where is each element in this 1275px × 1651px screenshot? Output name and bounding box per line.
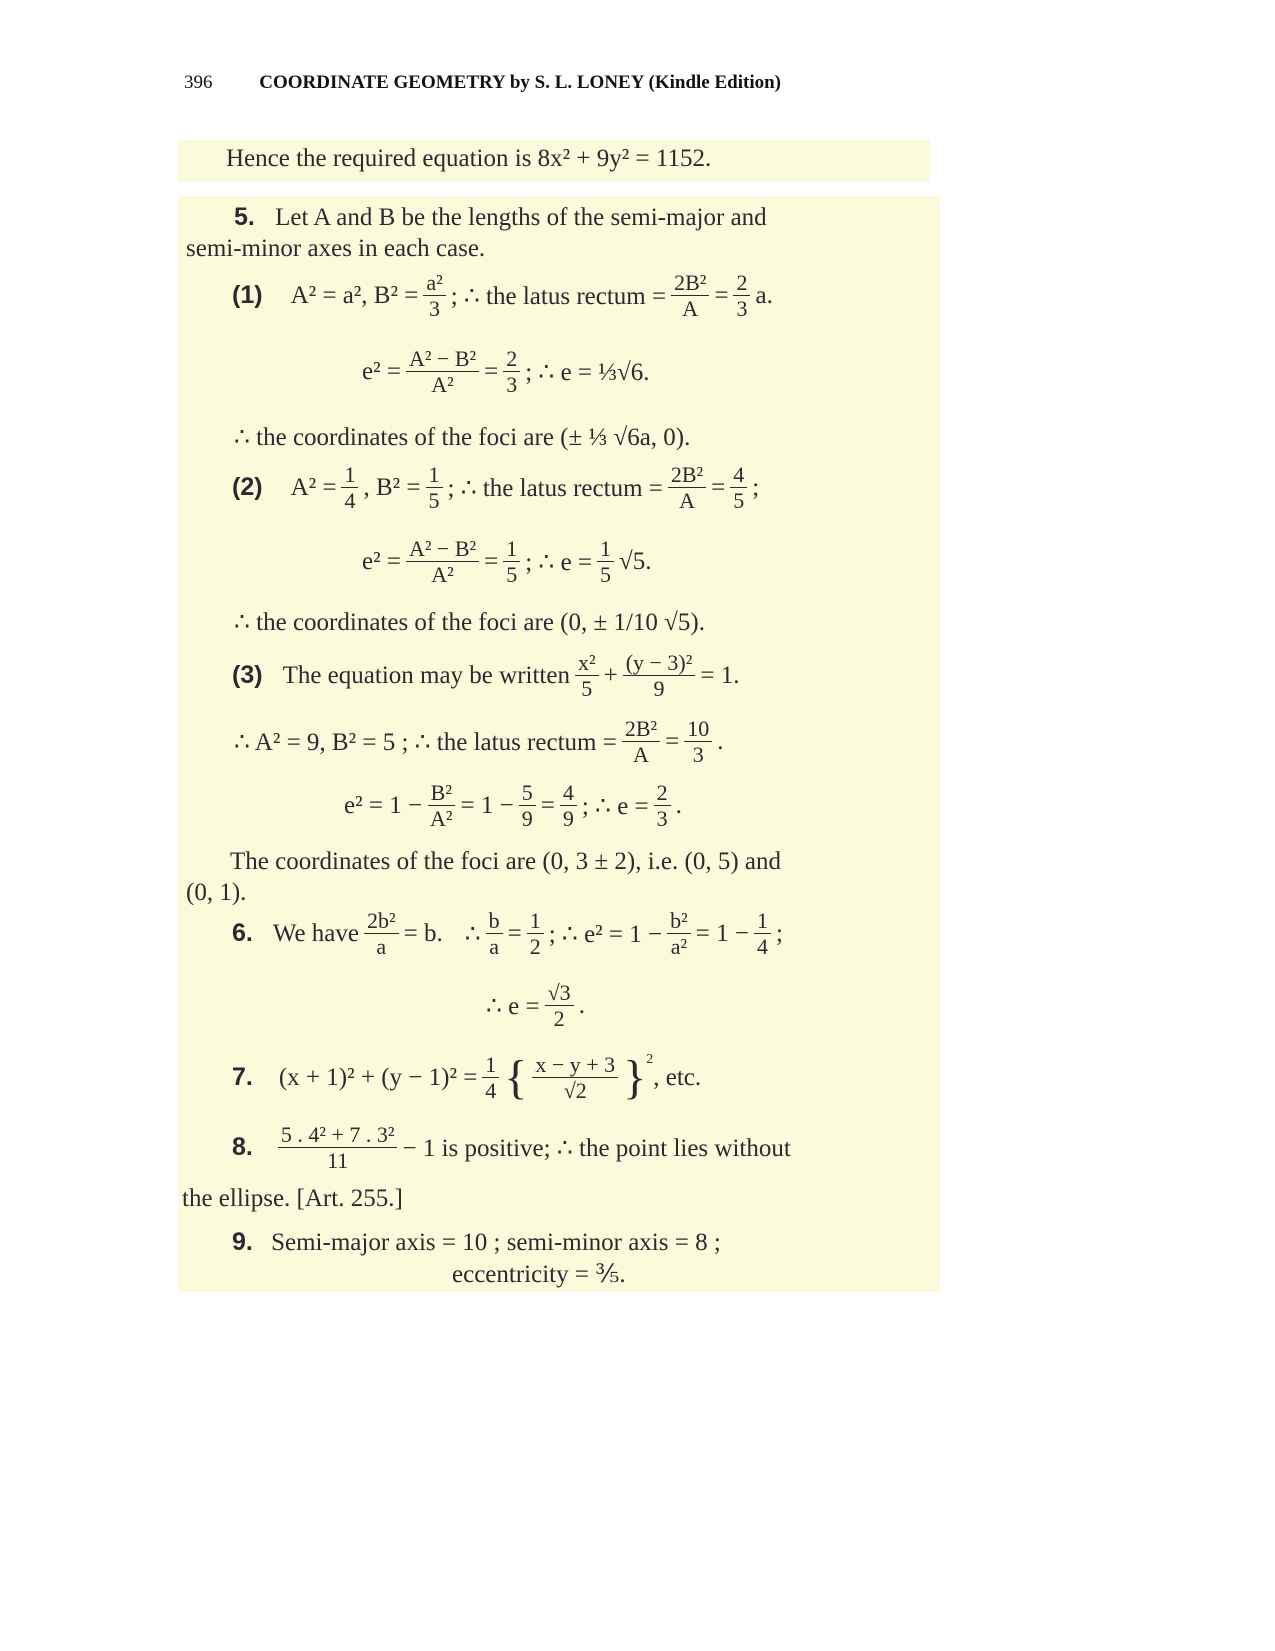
- numerator: x − y + 3: [532, 1052, 618, 1078]
- numerator: (y − 3)²: [623, 650, 696, 676]
- equals-one-minus: = 1 −: [460, 791, 514, 819]
- denominator: 2: [529, 934, 541, 960]
- denominator: 11: [327, 1148, 349, 1174]
- equals: =: [714, 281, 729, 309]
- problem-5-line-1: [234, 205, 767, 230]
- numerator: 2B²: [671, 270, 709, 296]
- case-2-e: ; ∴ e =: [525, 548, 593, 576]
- numerator: 1: [341, 462, 358, 488]
- case-2-frac-quarter: [341, 462, 358, 514]
- book-title: COORDINATE GEOMETRY by S. L. LONEY (Kindle Edition): [259, 72, 781, 93]
- denominator: 3: [506, 372, 518, 398]
- case-2-number: (2): [232, 473, 263, 502]
- problem-6-frac-ba: [486, 908, 503, 960]
- case-3-a: ∴ A² = 9, B² = 5 ; ∴ the latus rectum =: [234, 728, 617, 756]
- semicolon: ;: [775, 919, 783, 947]
- problem-5-line-2: semi-minor axes in each case.: [186, 235, 486, 262]
- numerator: 1: [754, 908, 771, 934]
- denominator: A²: [431, 372, 454, 398]
- therefore: ∴: [464, 920, 481, 948]
- case-1-e: ; ∴ e = ⅓√6.: [525, 358, 650, 386]
- denominator: 4: [756, 934, 768, 960]
- denominator: 5: [506, 562, 518, 588]
- case-1-b: ; ∴ the latus rectum =: [450, 282, 667, 310]
- case-2-b: , B² =: [363, 473, 421, 501]
- denominator: √2: [563, 1078, 587, 1104]
- problem-9-text-a: Semi-major axis = 10 ; semi-minor axis = 8 ;: [271, 1229, 721, 1256]
- problem-8-frac: [278, 1122, 398, 1174]
- case-1-frac-two-thirds-2: [503, 346, 520, 398]
- case-3-frac-y: [623, 650, 696, 702]
- problem-7-frac-main: [532, 1052, 618, 1104]
- case-3-frac-lr: [622, 716, 660, 768]
- case-2-eccentricity: [362, 536, 652, 588]
- numerator: 2b²: [364, 908, 399, 934]
- numerator: 5 . 4² + 7 . 3²: [278, 1122, 398, 1148]
- denominator: A²: [430, 806, 453, 832]
- e2-label: e² =: [362, 547, 401, 575]
- equals: =: [665, 727, 680, 755]
- problem-6-eccentricity: [486, 980, 585, 1032]
- plus: +: [603, 661, 618, 689]
- squared-icon: 2: [646, 1052, 654, 1067]
- equals: =: [484, 357, 499, 385]
- denominator: 4: [344, 488, 356, 514]
- numerator: A² − B²: [406, 346, 479, 372]
- foci-3-a: The coordinates of the foci are (0, 3 ± 2), i.e. (0, 5) and: [230, 848, 782, 875]
- numerator: 2B²: [668, 462, 706, 488]
- numerator: 1: [503, 536, 520, 562]
- denominator: 3: [692, 742, 704, 768]
- case-3-frac-b2a2: [427, 780, 455, 832]
- equals: =: [507, 919, 522, 947]
- denominator: A²: [431, 562, 454, 588]
- case-3-latus: [234, 716, 723, 768]
- equals-one: = 1.: [700, 661, 740, 689]
- problem-8-line-2: the ellipse. [Art. 255.]: [182, 1185, 403, 1212]
- case-3-e2: e² = 1 −: [344, 791, 423, 819]
- case-1-frac-two-thirds: [733, 270, 750, 322]
- problem-6-frac-half: [527, 908, 544, 960]
- denominator: 5: [733, 488, 745, 514]
- problem-8-line: [232, 1122, 791, 1174]
- equals-one-minus: = 1 −: [695, 919, 749, 947]
- problem-9-number: 9.: [232, 1228, 253, 1256]
- case-3-eccentricity: [344, 780, 682, 832]
- numerator: 4: [730, 462, 747, 488]
- open-brace-icon: {: [504, 1050, 528, 1104]
- foci-2: ∴ the coordinates of the foci are (0, ± 1/10 √5).: [234, 609, 705, 636]
- case-1-frac-lr: [671, 270, 709, 322]
- case-2-frac-fifth-3: [597, 536, 614, 588]
- problem-7-line: [232, 1052, 701, 1104]
- case-2-frac-fifth-2: [503, 536, 520, 588]
- numerator: 1: [482, 1052, 499, 1078]
- denominator: A: [682, 296, 699, 322]
- denominator: A: [679, 488, 695, 514]
- case-3-frac-x: [575, 650, 599, 702]
- problem-6-frac-b2a2: [667, 908, 691, 960]
- foci-1: ∴ the coordinates of the foci are (± ⅓ √6a, 0).: [234, 424, 691, 451]
- e2-label: e² =: [362, 357, 401, 385]
- close-brace-icon: }: [623, 1050, 647, 1104]
- case-2-frac-fifth: [426, 462, 443, 514]
- period: .: [578, 991, 585, 1019]
- denominator: 4: [485, 1078, 497, 1104]
- numerator: 2: [733, 270, 750, 296]
- numerator: A² − B²: [406, 536, 479, 562]
- case-2-a: A² =: [290, 473, 337, 501]
- denominator: A: [633, 742, 649, 768]
- numerator: 1: [527, 908, 544, 934]
- case-2-frac-lr: [668, 462, 706, 514]
- denominator: 5: [600, 562, 612, 588]
- foci-3-b: (0, 1).: [186, 879, 247, 906]
- sqrt-5: √5.: [619, 547, 652, 575]
- problem-9-line-1: [232, 1230, 721, 1255]
- denominator: 5: [428, 488, 440, 514]
- numerator: 2: [654, 780, 671, 806]
- problem-7-number: 7.: [232, 1063, 253, 1092]
- case-3-frac-five-ninths: [519, 780, 536, 832]
- denominator: a: [376, 934, 387, 960]
- numerator: 1: [597, 536, 614, 562]
- problem-9-line-2: eccentricity = ⅗.: [452, 1261, 626, 1288]
- case-1-frac-b2: [423, 270, 445, 322]
- problem-8-number: 8.: [232, 1133, 253, 1162]
- numerator: x²: [575, 650, 599, 676]
- case-3-frac-two-thirds: [654, 780, 671, 832]
- numerator: 1: [426, 462, 443, 488]
- problem-6-number: 6.: [232, 919, 253, 948]
- equals-b: = b.: [403, 919, 443, 947]
- problem-7-tail: , etc.: [653, 1063, 702, 1091]
- period: .: [675, 791, 682, 819]
- denominator: a²: [670, 934, 688, 960]
- problem-5-text-a: Let A and B be the lengths of the semi-major and: [275, 204, 767, 231]
- numerator: b: [486, 908, 503, 934]
- hence-line: Hence the required equation is 8x² + 9y² = 1152.: [226, 145, 712, 172]
- numerator: 10: [684, 716, 712, 742]
- denominator: a: [489, 934, 499, 960]
- case-1-eccentricity: [362, 346, 650, 398]
- page-number: 396: [184, 72, 213, 93]
- case-3-text: The equation may be written: [282, 661, 570, 689]
- equals: =: [711, 473, 726, 501]
- denominator: 9: [521, 806, 533, 832]
- semicolon: ;: [752, 473, 760, 501]
- numerator: 4: [560, 780, 577, 806]
- problem-6-frac-latus: [364, 908, 399, 960]
- numerator: 5: [519, 780, 536, 806]
- denominator: 9: [562, 806, 574, 832]
- case-3-e: ; ∴ e =: [581, 792, 649, 820]
- denominator: 3: [656, 806, 668, 832]
- denominator: 3: [429, 296, 441, 322]
- case-1-a: A² = a², B² =: [290, 281, 419, 309]
- case-1-number: (1): [232, 281, 263, 310]
- case-2-frac-four-fifths: [730, 462, 747, 514]
- problem-6-e2: ; ∴ e² = 1 −: [548, 920, 663, 948]
- problem-6-text: We have: [272, 919, 359, 947]
- case-1-latus: [232, 270, 773, 322]
- case-2-latus: [232, 462, 759, 514]
- case-3-frac-ten-thirds: [684, 716, 712, 768]
- numerator: a²: [423, 270, 445, 296]
- numerator: √3: [545, 980, 574, 1006]
- numerator: B²: [428, 780, 455, 806]
- case-1-tail: a.: [755, 281, 773, 309]
- numerator: 2: [503, 346, 520, 372]
- problem-7-lhs: (x + 1)² + (y − 1)² =: [278, 1063, 478, 1091]
- denominator: 2: [553, 1006, 565, 1032]
- denominator: 9: [653, 676, 665, 702]
- case-3-equation: [232, 650, 739, 702]
- denominator: 3: [736, 296, 748, 322]
- problem-7-frac-quarter: [482, 1052, 499, 1104]
- numerator: 2B²: [622, 716, 660, 742]
- page-header: [184, 72, 781, 94]
- problem-6-e: ∴ e =: [486, 992, 540, 1020]
- denominator: 5: [581, 676, 593, 702]
- problem-6-frac-sqrt3: [545, 980, 574, 1032]
- case-2-frac-e2: [406, 536, 479, 588]
- case-3-frac-four-ninths: [560, 780, 577, 832]
- problem-8-text: − 1 is positive; ∴ the point lies without: [402, 1134, 791, 1162]
- problem-6-frac-quarter: [754, 908, 771, 960]
- equals: =: [540, 791, 555, 819]
- case-2-c: ; ∴ the latus rectum =: [447, 474, 663, 502]
- numerator: b²: [667, 908, 691, 934]
- equals: =: [484, 547, 499, 575]
- case-3-number: (3): [232, 661, 263, 690]
- problem-6-line: [232, 908, 783, 960]
- period: .: [717, 727, 724, 755]
- problem-5-number: 5.: [234, 203, 255, 231]
- case-1-frac-e2: [406, 346, 479, 398]
